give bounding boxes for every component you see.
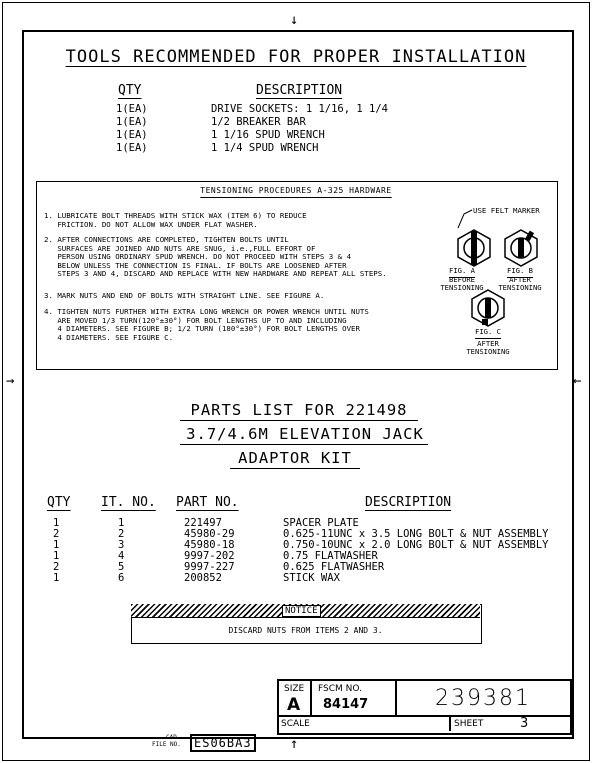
fig-b-label-text: FIG. B bbox=[507, 266, 533, 275]
file-label: FILE NO. bbox=[152, 741, 181, 748]
parts-qty: 1 bbox=[53, 539, 60, 551]
parts-desc: 0.625 FLATWASHER bbox=[283, 561, 385, 573]
tools-row bbox=[116, 142, 148, 155]
fig-a-caption: BEFORE TENSIONING bbox=[440, 275, 484, 292]
parts-title-rule3 bbox=[230, 468, 360, 469]
procedures-title bbox=[36, 186, 556, 195]
parts-title-line3 bbox=[230, 449, 360, 467]
parts-col-qty: QTY bbox=[47, 495, 71, 510]
parts-title-line1-text: PARTS LIST FOR 221498 bbox=[190, 401, 408, 419]
parts-qty: 1 bbox=[53, 550, 60, 562]
fig-b-label bbox=[498, 267, 542, 275]
parts-part: 9997-202 bbox=[184, 550, 235, 562]
tools-qty: 1(EA) bbox=[116, 103, 148, 115]
parts-title-line2-text: 3.7/4.6M ELEVATION JACK bbox=[186, 425, 424, 443]
parts-desc: SPACER PLATE bbox=[283, 517, 359, 529]
drawing-number: 239381 bbox=[435, 686, 531, 711]
parts-qty: 1 bbox=[53, 517, 60, 529]
tools-row bbox=[211, 142, 318, 155]
fig-c-label-text: FIG. C bbox=[475, 327, 501, 336]
center-mark-top-icon: ↓ bbox=[290, 12, 299, 28]
fscm-value: 84147 bbox=[323, 697, 369, 712]
tools-row bbox=[116, 129, 148, 142]
parts-title-line1 bbox=[186, 401, 412, 419]
tools-desc: 1/2 BREAKER BAR bbox=[211, 116, 306, 128]
fig-a-nut bbox=[458, 230, 490, 266]
fig-c-caption: AFTER TENSIONING bbox=[466, 339, 510, 356]
parts-item: 6 bbox=[118, 572, 125, 584]
title-block-divider-v2 bbox=[395, 681, 397, 715]
tools-row bbox=[211, 129, 325, 142]
parts-col-item: IT. NO. bbox=[101, 495, 156, 510]
cad-label: CAD bbox=[166, 734, 177, 741]
parts-title-line3-text: ADAPTOR KIT bbox=[238, 449, 352, 467]
fscm-label: FSCM NO. bbox=[318, 684, 362, 694]
tools-title bbox=[22, 47, 570, 67]
parts-qty: 2 bbox=[53, 561, 60, 573]
fig-c-label bbox=[466, 328, 510, 336]
notice-label: NOTICE bbox=[282, 605, 321, 617]
title-block-divider-v3 bbox=[449, 717, 451, 731]
tools-row bbox=[211, 103, 388, 116]
sheet-label: SHEET bbox=[454, 719, 484, 729]
parts-part: 221497 bbox=[184, 517, 222, 529]
parts-part: 9997-227 bbox=[184, 561, 235, 573]
tools-desc: DRIVE SOCKETS: 1 1/16, 1 1/4 bbox=[211, 103, 389, 115]
tools-row bbox=[211, 116, 306, 129]
title-block-divider-v1 bbox=[310, 681, 312, 715]
fig-b-caption: AFTER TENSIONING bbox=[498, 275, 542, 292]
tools-col-desc: DESCRIPTION bbox=[256, 83, 343, 98]
parts-item: 2 bbox=[118, 528, 125, 540]
center-mark-bottom-icon: ↑ bbox=[290, 736, 299, 752]
size-label: SIZE bbox=[284, 684, 305, 694]
procedure-step-3: 3. MARK NUTS AND END OF BOLTS WITH STRAIGHT LINE. SEE FIGURE A. bbox=[44, 291, 325, 300]
parts-title-rule1 bbox=[180, 420, 418, 421]
sheet-value: 3 bbox=[520, 716, 529, 731]
parts-title-rule2 bbox=[180, 444, 428, 445]
parts-col-part: PART NO. bbox=[176, 495, 239, 510]
parts-col-desc: DESCRIPTION bbox=[365, 495, 452, 510]
procedure-step-4: 4. TIGHTEN NUTS FURTHER WITH EXTRA LONG WRENCH OR POWER WRENCH UNTIL NUTS ARE MOVED 1/3 TURN(120°±30°) FOR BOLT LENGTHS UP TO AND INCLUDING 4 DIAMETERS. SEE FIGURE B; 1/2 TURN (180°±30°) FOR BOLT LENGTHS OVER 4 DIAMETERS. SEE FIGURE C. bbox=[44, 307, 369, 342]
tools-row bbox=[116, 103, 148, 116]
procedure-step-2: 2. AFTER CONNECTIONS ARE COMPLETED, TIGHTEN BOLTS UNTIL SURFACES ARE JOINED AND NUTS ARE SNUG, i.e.,FULL EFFORT OF PERSON USING ORDINARY SPUD WRENCH. DO NOT PROCEED WITH STEPS 3 & 4 BELOW UNLESS THE CONNECTION IS FINAL. IF BOLTS ARE LOOSENED AFTER STEPS 3 AND 4, DISCARD AND REPLACE WITH NEW HARDWARE AND REPEAT ALL STEPS. bbox=[44, 235, 387, 278]
tools-qty: 1(EA) bbox=[116, 142, 148, 154]
fig-c-nut bbox=[472, 290, 504, 326]
parts-desc: 0.75 FLATWASHER bbox=[283, 550, 378, 562]
tools-qty: 1(EA) bbox=[116, 129, 148, 141]
notice-text: DISCARD NUTS FROM ITEMS 2 AND 3. bbox=[228, 626, 383, 635]
parts-part: 45980-29 bbox=[184, 528, 235, 540]
marker-leader bbox=[458, 210, 472, 228]
parts-qty: 2 bbox=[53, 528, 60, 540]
center-mark-left-icon: → bbox=[6, 373, 15, 389]
parts-part: 45980-18 bbox=[184, 539, 235, 551]
parts-item: 1 bbox=[118, 517, 125, 529]
scale-label: SCALE bbox=[281, 719, 310, 729]
parts-desc: 0.750-10UNC x 2.0 LONG BOLT & NUT ASSEMBLY bbox=[283, 539, 549, 551]
procedures-title-text: TENSIONING PROCEDURES A-325 HARDWARE bbox=[200, 186, 392, 195]
tools-title-text: TOOLS RECOMMENDED FOR PROPER INSTALLATION bbox=[65, 47, 527, 67]
tools-col-qty: QTY bbox=[118, 83, 142, 98]
procedure-step-1: 1. LUBRICATE BOLT THREADS WITH STICK WAX (ITEM 6) TO REDUCE FRICTION. DO NOT ALLOW WAX UNDER FLAT WASHER. bbox=[44, 211, 307, 229]
tools-qty: 1(EA) bbox=[116, 116, 148, 128]
parts-qty: 1 bbox=[53, 572, 60, 584]
center-mark-right-icon: ← bbox=[573, 373, 582, 389]
tools-desc: 1 1/16 SPUD WRENCH bbox=[211, 129, 325, 141]
parts-item: 5 bbox=[118, 561, 125, 573]
file-value: ES06BA3 bbox=[190, 734, 256, 752]
tools-desc: 1 1/4 SPUD WRENCH bbox=[211, 142, 319, 154]
parts-part: 200852 bbox=[184, 572, 222, 584]
fig-a-label bbox=[440, 267, 484, 275]
fig-a-label-text: FIG. A bbox=[449, 266, 475, 275]
parts-desc: STICK WAX bbox=[283, 572, 340, 584]
parts-item: 3 bbox=[118, 539, 125, 551]
parts-title-line2 bbox=[180, 425, 430, 443]
marker-note: USE FELT MARKER bbox=[473, 206, 540, 215]
parts-item: 4 bbox=[118, 550, 125, 562]
fig-b-nut bbox=[505, 230, 537, 266]
parts-desc: 0.625-11UNC x 3.5 LONG BOLT & NUT ASSEMBLY bbox=[283, 528, 549, 540]
size-value: A bbox=[287, 695, 301, 715]
tools-row bbox=[116, 116, 148, 129]
